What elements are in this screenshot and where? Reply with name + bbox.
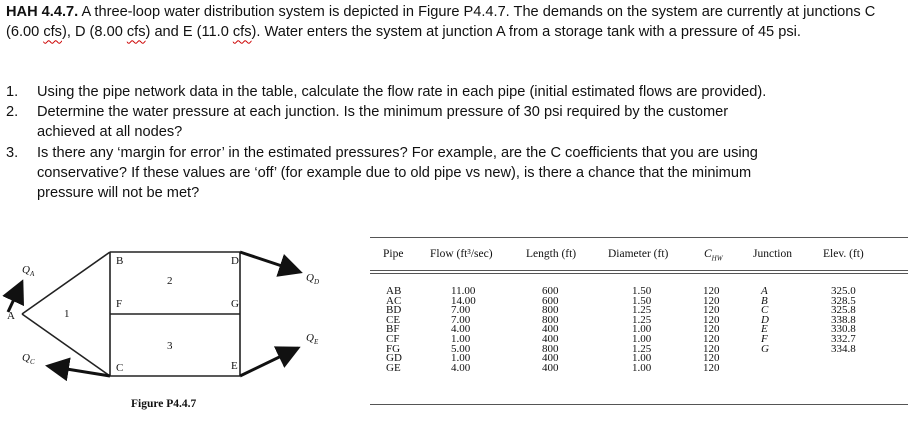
question-line: achieved at all nodes?	[37, 124, 183, 140]
demand-arrow-qc	[48, 366, 110, 376]
question-1	[6, 82, 906, 104]
table-cell: E	[761, 323, 768, 336]
table-cell: 1.00	[632, 361, 652, 374]
unit-cfs-3: cfs	[232, 24, 252, 41]
table-cell: 800	[542, 304, 559, 317]
length-column	[542, 287, 582, 373]
table-cell: 1.00	[451, 332, 471, 345]
table-cell: 1.25	[632, 304, 652, 317]
table-cell: 120	[703, 323, 720, 336]
table-cell: 328.5	[831, 294, 856, 307]
table-cell: 400	[542, 361, 559, 374]
table-cell: 1.50	[632, 285, 652, 297]
table-cell: 1.00	[632, 332, 652, 345]
header-flow: Flow (ft³/sec)	[430, 248, 493, 260]
table-cell: 120	[703, 313, 720, 326]
flow-label-qd: $Q_D$	[306, 272, 320, 287]
table-cell: 1.00	[451, 352, 471, 365]
question-line: Determine the water pressure at each junction. Is the minimum pressure of 30 psi required by the customer	[37, 104, 729, 120]
table-cell: GE	[386, 361, 401, 374]
table-cell: 1.00	[632, 352, 652, 365]
table-cell: F	[761, 332, 768, 345]
node-label-b: B	[116, 255, 124, 267]
demand-arrow-qe	[240, 348, 298, 376]
question-line: conservative? If these values are ‘off’ (for example due to old pipe vs new), is there a chance that the minimum	[37, 165, 752, 181]
table-cell: 1.25	[632, 342, 652, 355]
unit-cfs-1: cfs	[43, 24, 62, 41]
table-cell: 400	[542, 332, 559, 345]
question-number: 1.	[6, 84, 19, 100]
supply-arrow-qa	[8, 282, 22, 312]
problem-intro-3: ) and E (11.0	[145, 24, 233, 41]
table-cell: 400	[542, 352, 559, 365]
table-cell: 4.00	[451, 361, 471, 374]
node-label-a: A	[7, 310, 15, 322]
problem-intro-4: ). Water enters the system at junction A from a storage tank with a pressure of 45 psi.	[251, 24, 801, 41]
demand-arrow-qd	[240, 252, 300, 272]
table-cell: C	[761, 304, 769, 317]
table-top-rule	[370, 237, 908, 238]
figure-caption: Figure P4.4.7	[131, 398, 197, 410]
table-cell: 600	[542, 294, 559, 307]
header-length: Length (ft)	[526, 248, 577, 260]
table-cell: CF	[386, 332, 400, 345]
problem-id: HAH 4.4.7.	[6, 4, 79, 20]
header-pipe: Pipe	[383, 248, 404, 260]
table-cell: 332.7	[831, 332, 856, 345]
table-cell: BD	[386, 304, 402, 317]
table-cell: 338.8	[831, 313, 856, 326]
table-cell: 11.00	[451, 285, 476, 297]
problem-statement	[6, 2, 906, 43]
node-label-c: C	[116, 362, 124, 374]
question-number: 2.	[6, 104, 19, 120]
question-3	[6, 143, 906, 205]
flow-label-qe: $Q_E$	[306, 332, 319, 347]
question-line: Using the pipe network data in the table, calculate the flow rate in each pipe (initial estimated flows are provided).	[37, 84, 767, 100]
table-bottom-rule	[370, 404, 908, 405]
table-cell: A	[761, 285, 768, 297]
header-chw: $C_{HW}$	[704, 248, 723, 263]
loop-label-2: 2	[167, 275, 173, 287]
header-junction: Junction	[753, 248, 792, 260]
table-cell: CE	[386, 313, 401, 326]
table-header-rule	[370, 270, 908, 271]
table-cell: B	[761, 294, 768, 307]
flow-column	[451, 287, 491, 373]
table-cell: 400	[542, 323, 559, 336]
table-cell: 120	[703, 285, 720, 297]
pipe-ac	[22, 314, 110, 376]
chw-column	[703, 287, 743, 373]
table-cell: 120	[703, 304, 720, 317]
loop-label-1: 1	[64, 308, 70, 320]
node-label-d: D	[231, 255, 239, 267]
question-line: pressure will not be met?	[37, 185, 200, 201]
node-label-f: F	[116, 298, 123, 310]
table-cell: D	[761, 313, 769, 326]
table-cell: 325.0	[831, 285, 856, 297]
table-cell: BF	[386, 323, 400, 336]
node-label-g: G	[231, 298, 239, 310]
header-diameter: Diameter (ft)	[608, 248, 669, 260]
table-cell: 1.50	[632, 294, 652, 307]
table-cell: FG	[386, 342, 401, 355]
table-cell: GD	[386, 352, 402, 365]
table-cell: 4.00	[451, 323, 471, 336]
node-label-e: E	[231, 360, 238, 372]
table-cell: 7.00	[451, 304, 471, 317]
flow-label-qc: $Q_C$	[22, 352, 35, 367]
junction-column	[761, 287, 781, 354]
question-2	[6, 102, 906, 144]
table-cell: 1.00	[632, 323, 652, 336]
table-cell: 330.8	[831, 323, 856, 336]
loop-label-3: 3	[167, 340, 173, 352]
elevation-column	[831, 287, 871, 354]
table-cell: 325.8	[831, 304, 856, 317]
flow-label-qa: $Q_A$	[22, 264, 35, 279]
table-cell: 120	[703, 352, 720, 365]
pipe-ab	[22, 252, 110, 314]
table-cell: 1.25	[632, 313, 652, 326]
header-elev: Elev. (ft)	[823, 248, 864, 260]
table-cell: AB	[386, 285, 402, 297]
table-cell: 334.8	[831, 342, 856, 355]
table-cell: 120	[703, 294, 720, 307]
question-line: Is there any ‘margin for error’ in the estimated pressures? For example, are the C coefficients that you are using	[37, 145, 758, 161]
problem-intro-1: A three-loop water distribution system is depicted in Figure P4.4.7. The demands on the system are currently at junctions C (6.00	[6, 4, 876, 41]
unit-cfs-2: cfs	[126, 24, 146, 41]
table-cell: G	[761, 342, 769, 355]
table-cell: 5.00	[451, 342, 471, 355]
table-cell: 120	[703, 342, 720, 355]
table-cell: 800	[542, 313, 559, 326]
table-cell: 120	[703, 361, 720, 374]
pipe-column	[386, 287, 426, 373]
question-number: 3.	[6, 145, 19, 161]
table-header-rule-2	[370, 273, 908, 274]
table-cell: 14.00	[451, 294, 476, 307]
table-cell: 120	[703, 332, 720, 345]
problem-intro-2: ), D (8.00	[61, 24, 127, 41]
table-cell: 7.00	[451, 313, 471, 326]
diameter-column	[632, 287, 672, 373]
table-cell: AC	[386, 294, 402, 307]
table-cell: 800	[542, 342, 559, 355]
table-cell: 600	[542, 285, 559, 297]
